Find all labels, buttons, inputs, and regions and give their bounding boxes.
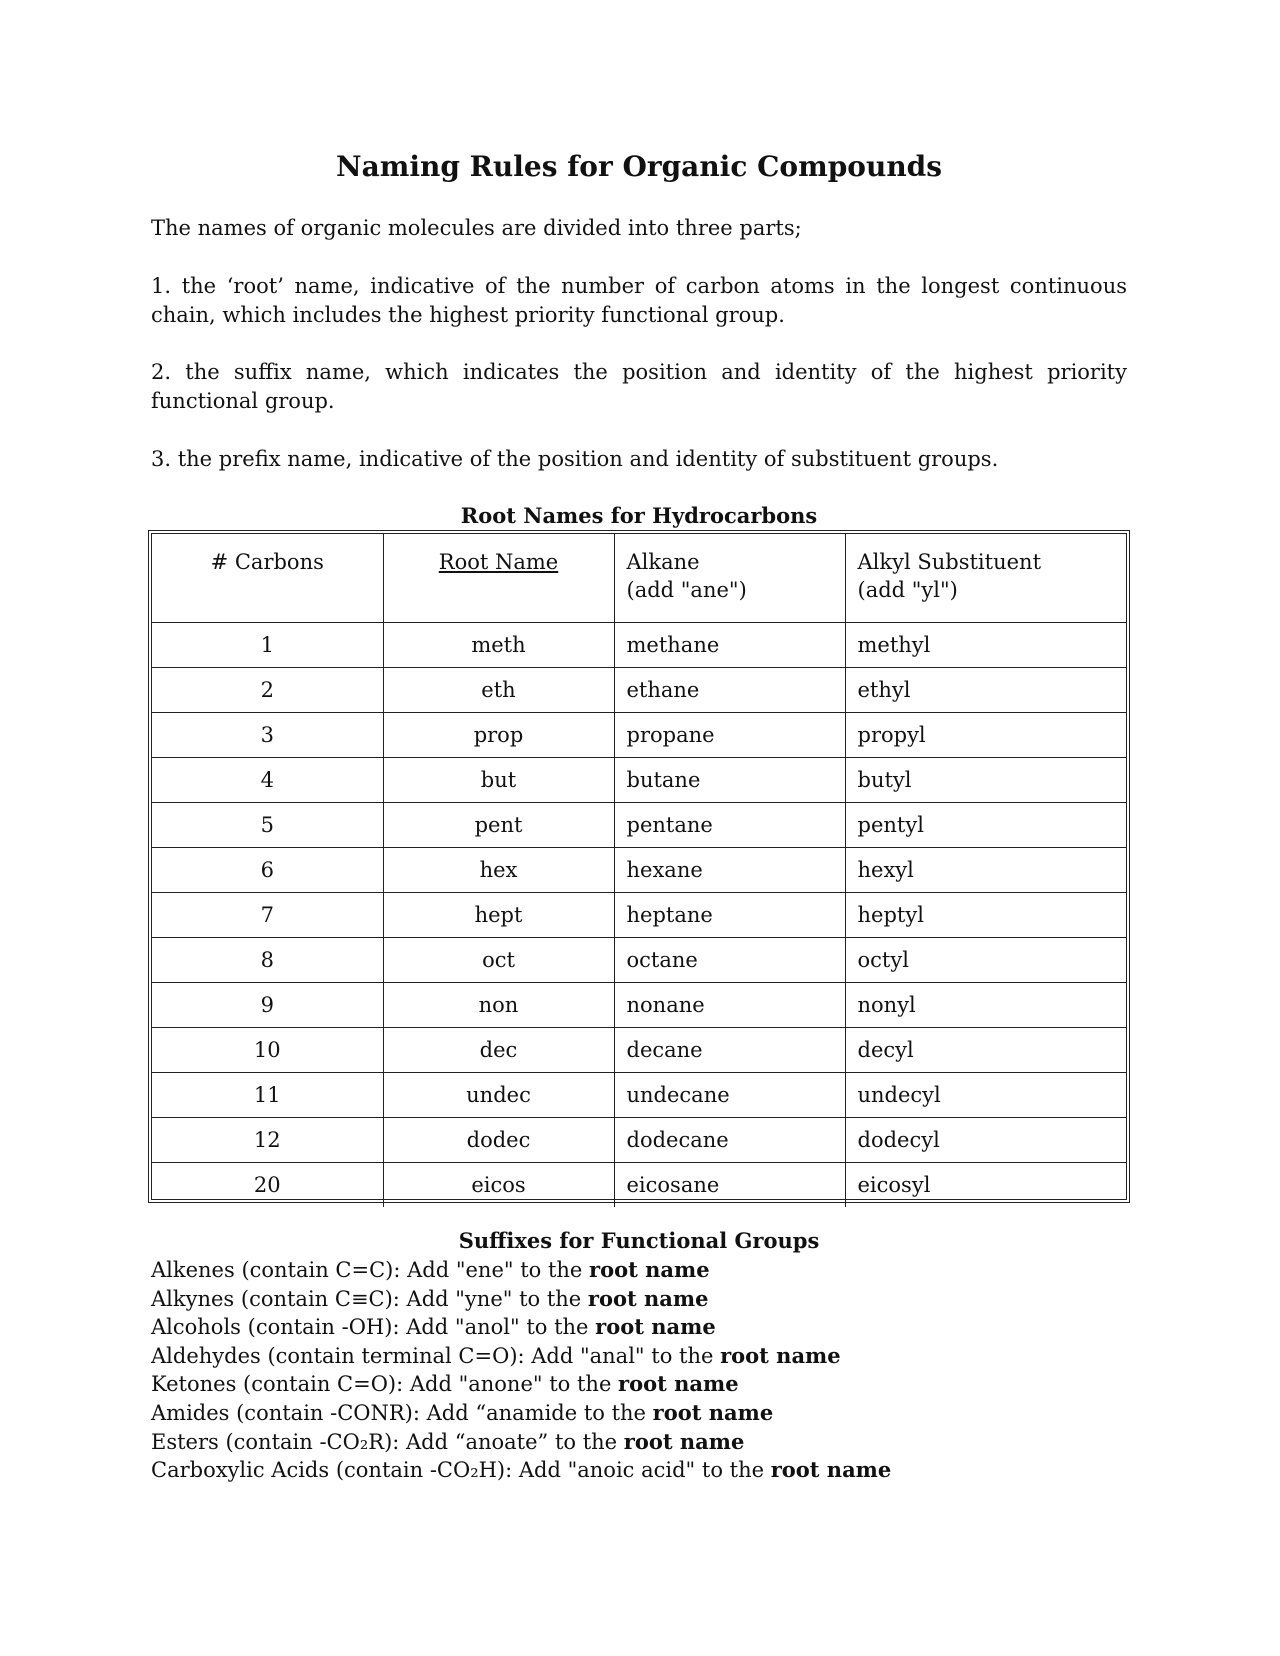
alkane-cell: undecane: [614, 1073, 845, 1118]
table-row: [152, 983, 1126, 1028]
page-title: Naming Rules for Organic Compounds: [335, 150, 943, 183]
alkane-cell: ethane: [614, 668, 845, 713]
carbons-cell: 7: [152, 893, 383, 938]
suffix-line-alkenes: [151, 1256, 1127, 1285]
table-row: [152, 938, 1126, 983]
header-alkane-line2: (add "ane"): [626, 578, 747, 602]
suffix-list: [151, 1256, 1127, 1485]
suffix-line-alkynes: [151, 1285, 1127, 1314]
carbons-cell: 3: [152, 713, 383, 758]
root-name-cell: undec: [383, 1073, 614, 1118]
carbons-cell: 12: [152, 1118, 383, 1163]
root-table-title: Root Names for Hydrocarbons: [460, 503, 818, 528]
root-name-emphasis: root name: [589, 1257, 710, 1282]
header-alkane-line1: Alkane: [626, 550, 700, 574]
part-3-paragraph: 3. the prefix name, indicative of the position and identity of substituent groups.: [151, 447, 999, 471]
root-name-cell: meth: [383, 623, 614, 668]
table-row: [152, 1118, 1126, 1163]
carbons-cell: 6: [152, 848, 383, 893]
carbons-cell: 20: [152, 1163, 383, 1208]
alkyl-cell: dodecyl: [845, 1118, 1126, 1163]
root-name-emphasis: root name: [720, 1342, 841, 1368]
root-name-cell: eth: [383, 668, 614, 713]
table-row: [152, 713, 1126, 758]
alkane-cell: eicosane: [614, 1163, 845, 1208]
root-name-emphasis: root name: [770, 1457, 892, 1483]
carbons-cell: 5: [152, 803, 383, 848]
carbons-cell: 9: [152, 983, 383, 1028]
table-row: [152, 758, 1126, 803]
table-row: [152, 848, 1126, 893]
alkyl-cell: nonyl: [845, 983, 1126, 1028]
header-alkyl-line1: Alkyl Substituent: [857, 550, 1042, 574]
root-name-cell: hex: [383, 848, 614, 893]
alkyl-cell: hexyl: [845, 848, 1126, 893]
suffix-line-text: Carboxylic Acids (contain -CO₂H): Add "anoic acid" to the: [151, 1458, 771, 1483]
suffix-line-text: Alkynes (contain C≡C): Add "yne" to the: [151, 1286, 588, 1311]
suffix-line-esters: [151, 1428, 1127, 1457]
root-name-emphasis: root name: [587, 1285, 709, 1311]
alkane-cell: methane: [614, 623, 845, 668]
carbons-cell: 4: [152, 758, 383, 803]
alkyl-cell: methyl: [845, 623, 1126, 668]
root-name-cell: eicos: [383, 1163, 614, 1208]
suffix-line-text: Esters (contain -CO₂R): Add “anoate” to the: [151, 1429, 624, 1454]
root-table-body: [152, 623, 1126, 1208]
header-alkyl: [845, 534, 1126, 623]
alkane-cell: hexane: [614, 848, 845, 893]
table-row: [152, 803, 1126, 848]
suffix-line-alcohols: [151, 1313, 1127, 1342]
table-row: [152, 1163, 1126, 1208]
alkane-cell: propane: [614, 713, 845, 758]
table-row: [152, 668, 1126, 713]
suffix-line-amides: [151, 1399, 1127, 1428]
table-row: [152, 623, 1126, 668]
root-name-cell: prop: [383, 713, 614, 758]
alkyl-cell: heptyl: [845, 893, 1126, 938]
suffix-section-title: Suffixes for Functional Groups: [458, 1228, 820, 1253]
alkane-cell: octane: [614, 938, 845, 983]
table-row: [152, 893, 1126, 938]
root-name-emphasis: root name: [623, 1428, 745, 1454]
root-name-cell: dodec: [383, 1118, 614, 1163]
carbons-cell: 10: [152, 1028, 383, 1073]
alkane-cell: heptane: [614, 893, 845, 938]
suffix-line-text: Amides (contain -CONR): Add “anamide to the: [151, 1400, 653, 1425]
suffix-line-text: Ketones (contain C=O): Add "anone" to the: [151, 1372, 619, 1397]
alkane-cell: decane: [614, 1028, 845, 1073]
suffix-line-text: Alkenes (contain C=C): Add "ene" to the: [151, 1258, 590, 1282]
root-name-cell: hept: [383, 893, 614, 938]
alkane-cell: nonane: [614, 983, 845, 1028]
alkane-cell: pentane: [614, 803, 845, 848]
root-names-table: [152, 534, 1126, 1207]
alkyl-cell: ethyl: [845, 668, 1126, 713]
table-row: [152, 1028, 1126, 1073]
root-name-cell: but: [383, 758, 614, 803]
carbons-cell: 1: [152, 623, 383, 668]
alkane-cell: dodecane: [614, 1118, 845, 1163]
alkyl-cell: decyl: [845, 1028, 1126, 1073]
alkyl-cell: butyl: [845, 758, 1126, 803]
header-root-name-label: Root Name: [438, 550, 559, 574]
alkyl-cell: pentyl: [845, 803, 1126, 848]
part-2-paragraph: 2. the suffix name, which indicates the position and identity of the highest priority functional group.: [151, 360, 1127, 413]
root-name-cell: non: [383, 983, 614, 1028]
header-alkane: [614, 534, 845, 623]
header-alkyl-line2: (add "yl"): [857, 578, 958, 602]
suffix-line-ketones: [151, 1370, 1127, 1399]
suffix-line-text: Alcohols (contain -OH): Add "anol" to the: [151, 1315, 596, 1340]
alkyl-cell: eicosyl: [845, 1163, 1126, 1208]
header-root-name: [383, 534, 614, 623]
alkane-cell: butane: [614, 758, 845, 803]
root-name-emphasis: root name: [618, 1371, 739, 1397]
suffix-line-text: Aldehydes (contain terminal C=O): Add "anal" to the: [151, 1343, 721, 1368]
root-name-cell: oct: [383, 938, 614, 983]
suffix-line-carboxylic-acids: [151, 1456, 1127, 1485]
carbons-cell: 2: [152, 668, 383, 713]
carbons-cell: 8: [152, 938, 383, 983]
root-names-table-frame: [148, 530, 1130, 1203]
alkyl-cell: undecyl: [845, 1073, 1126, 1118]
suffix-line-aldehydes: [151, 1342, 1127, 1371]
intro-paragraph: The names of organic molecules are divided into three parts;: [151, 216, 802, 240]
header-carbons: # Carbons: [152, 534, 383, 623]
alkyl-cell: propyl: [845, 713, 1126, 758]
part-1-paragraph: 1. the ‘root’ name, indicative of the number of carbon atoms in the longest continuous chain, which includes the highest priority functional group.: [151, 274, 1127, 327]
root-name-cell: pent: [383, 803, 614, 848]
table-row: [152, 1073, 1126, 1118]
alkyl-cell: octyl: [845, 938, 1126, 983]
carbons-cell: 11: [152, 1073, 383, 1118]
root-name-emphasis: root name: [595, 1314, 716, 1340]
root-name-emphasis: root name: [652, 1399, 774, 1425]
table-header-row: [152, 534, 1126, 623]
root-name-cell: dec: [383, 1028, 614, 1073]
